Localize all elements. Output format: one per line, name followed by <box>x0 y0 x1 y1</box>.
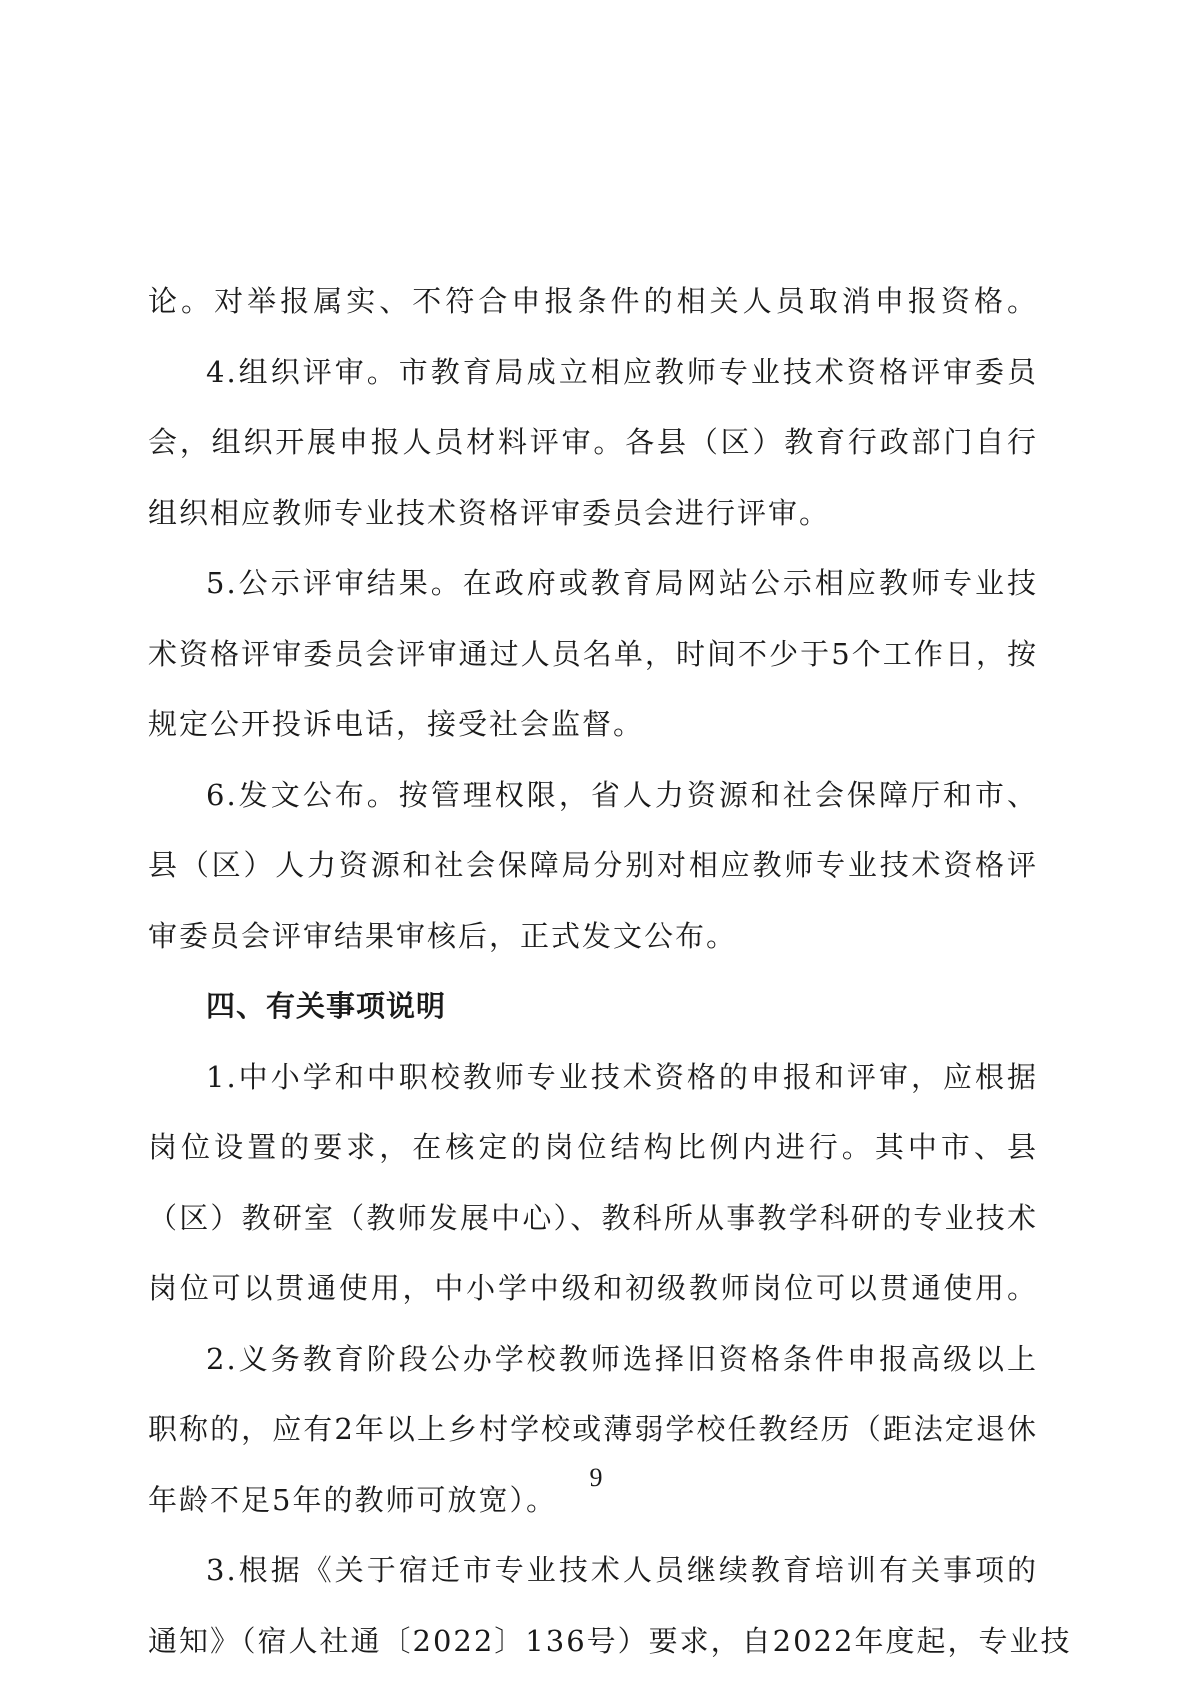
text-line: 术资格评审委员会评审通过人员名单，时间不少于5个工作日，按 <box>148 636 1038 671</box>
text-line: 论。对举报属实、不符合申报条件的相关人员取消申报资格。 <box>148 284 1038 318</box>
page-number: 9 <box>589 1463 603 1492</box>
text-line: 岗位设置的要求，在核定的岗位结构比例内进行。其中市、县 <box>148 1130 1038 1164</box>
text-line: 通知》（宿人社通〔2022〕136号）要求，自2022年度起，专业技 <box>148 1623 1072 1658</box>
text-line: 1.中小学和中职校教师专业技术资格的申报和评审，应根据 <box>206 1059 1038 1094</box>
text-line: 岗位可以贯通使用，中小学中级和初级教师岗位可以贯通使用。 <box>148 1271 1038 1305</box>
text-line: 5.公示评审结果。在政府或教育局网站公示相应教师专业技 <box>206 566 1038 600</box>
text-line: 会，组织开展申报人员材料评审。各县（区）教育行政部门自行 <box>148 425 1038 459</box>
text-line: 规定公开投诉电话，接受社会监督。 <box>148 707 645 741</box>
text-line: 4.组织评审。市教育局成立相应教师专业技术资格评审委员 <box>206 354 1038 389</box>
text-line: 年龄不足5年的教师可放宽）。 <box>148 1482 557 1517</box>
text-line: 6.发文公布。按管理权限，省人力资源和社会保障厅和市、 <box>206 777 1038 812</box>
text-line: 组织相应教师专业技术资格评审委员会进行评审。 <box>148 495 831 530</box>
text-line: （区）教研室（教师发展中心）、教科所从事教学科研的专业技术 <box>148 1200 1038 1235</box>
text-line: 县（区）人力资源和社会保障局分别对相应教师专业技术资格评 <box>148 848 1038 882</box>
section-heading: 四、有关事项说明 <box>206 989 447 1023</box>
text-line: 审委员会评审结果审核后，正式发文公布。 <box>148 918 738 953</box>
text-line: 2.义务教育阶段公办学校教师选择旧资格条件申报高级以上 <box>206 1341 1038 1376</box>
text-line: 3.根据《关于宿迁市专业技术人员继续教育培训有关事项的 <box>206 1553 1038 1587</box>
text-line: 职称的，应有2年以上乡村学校或薄弱学校任教经历（距法定退休 <box>148 1412 1038 1446</box>
